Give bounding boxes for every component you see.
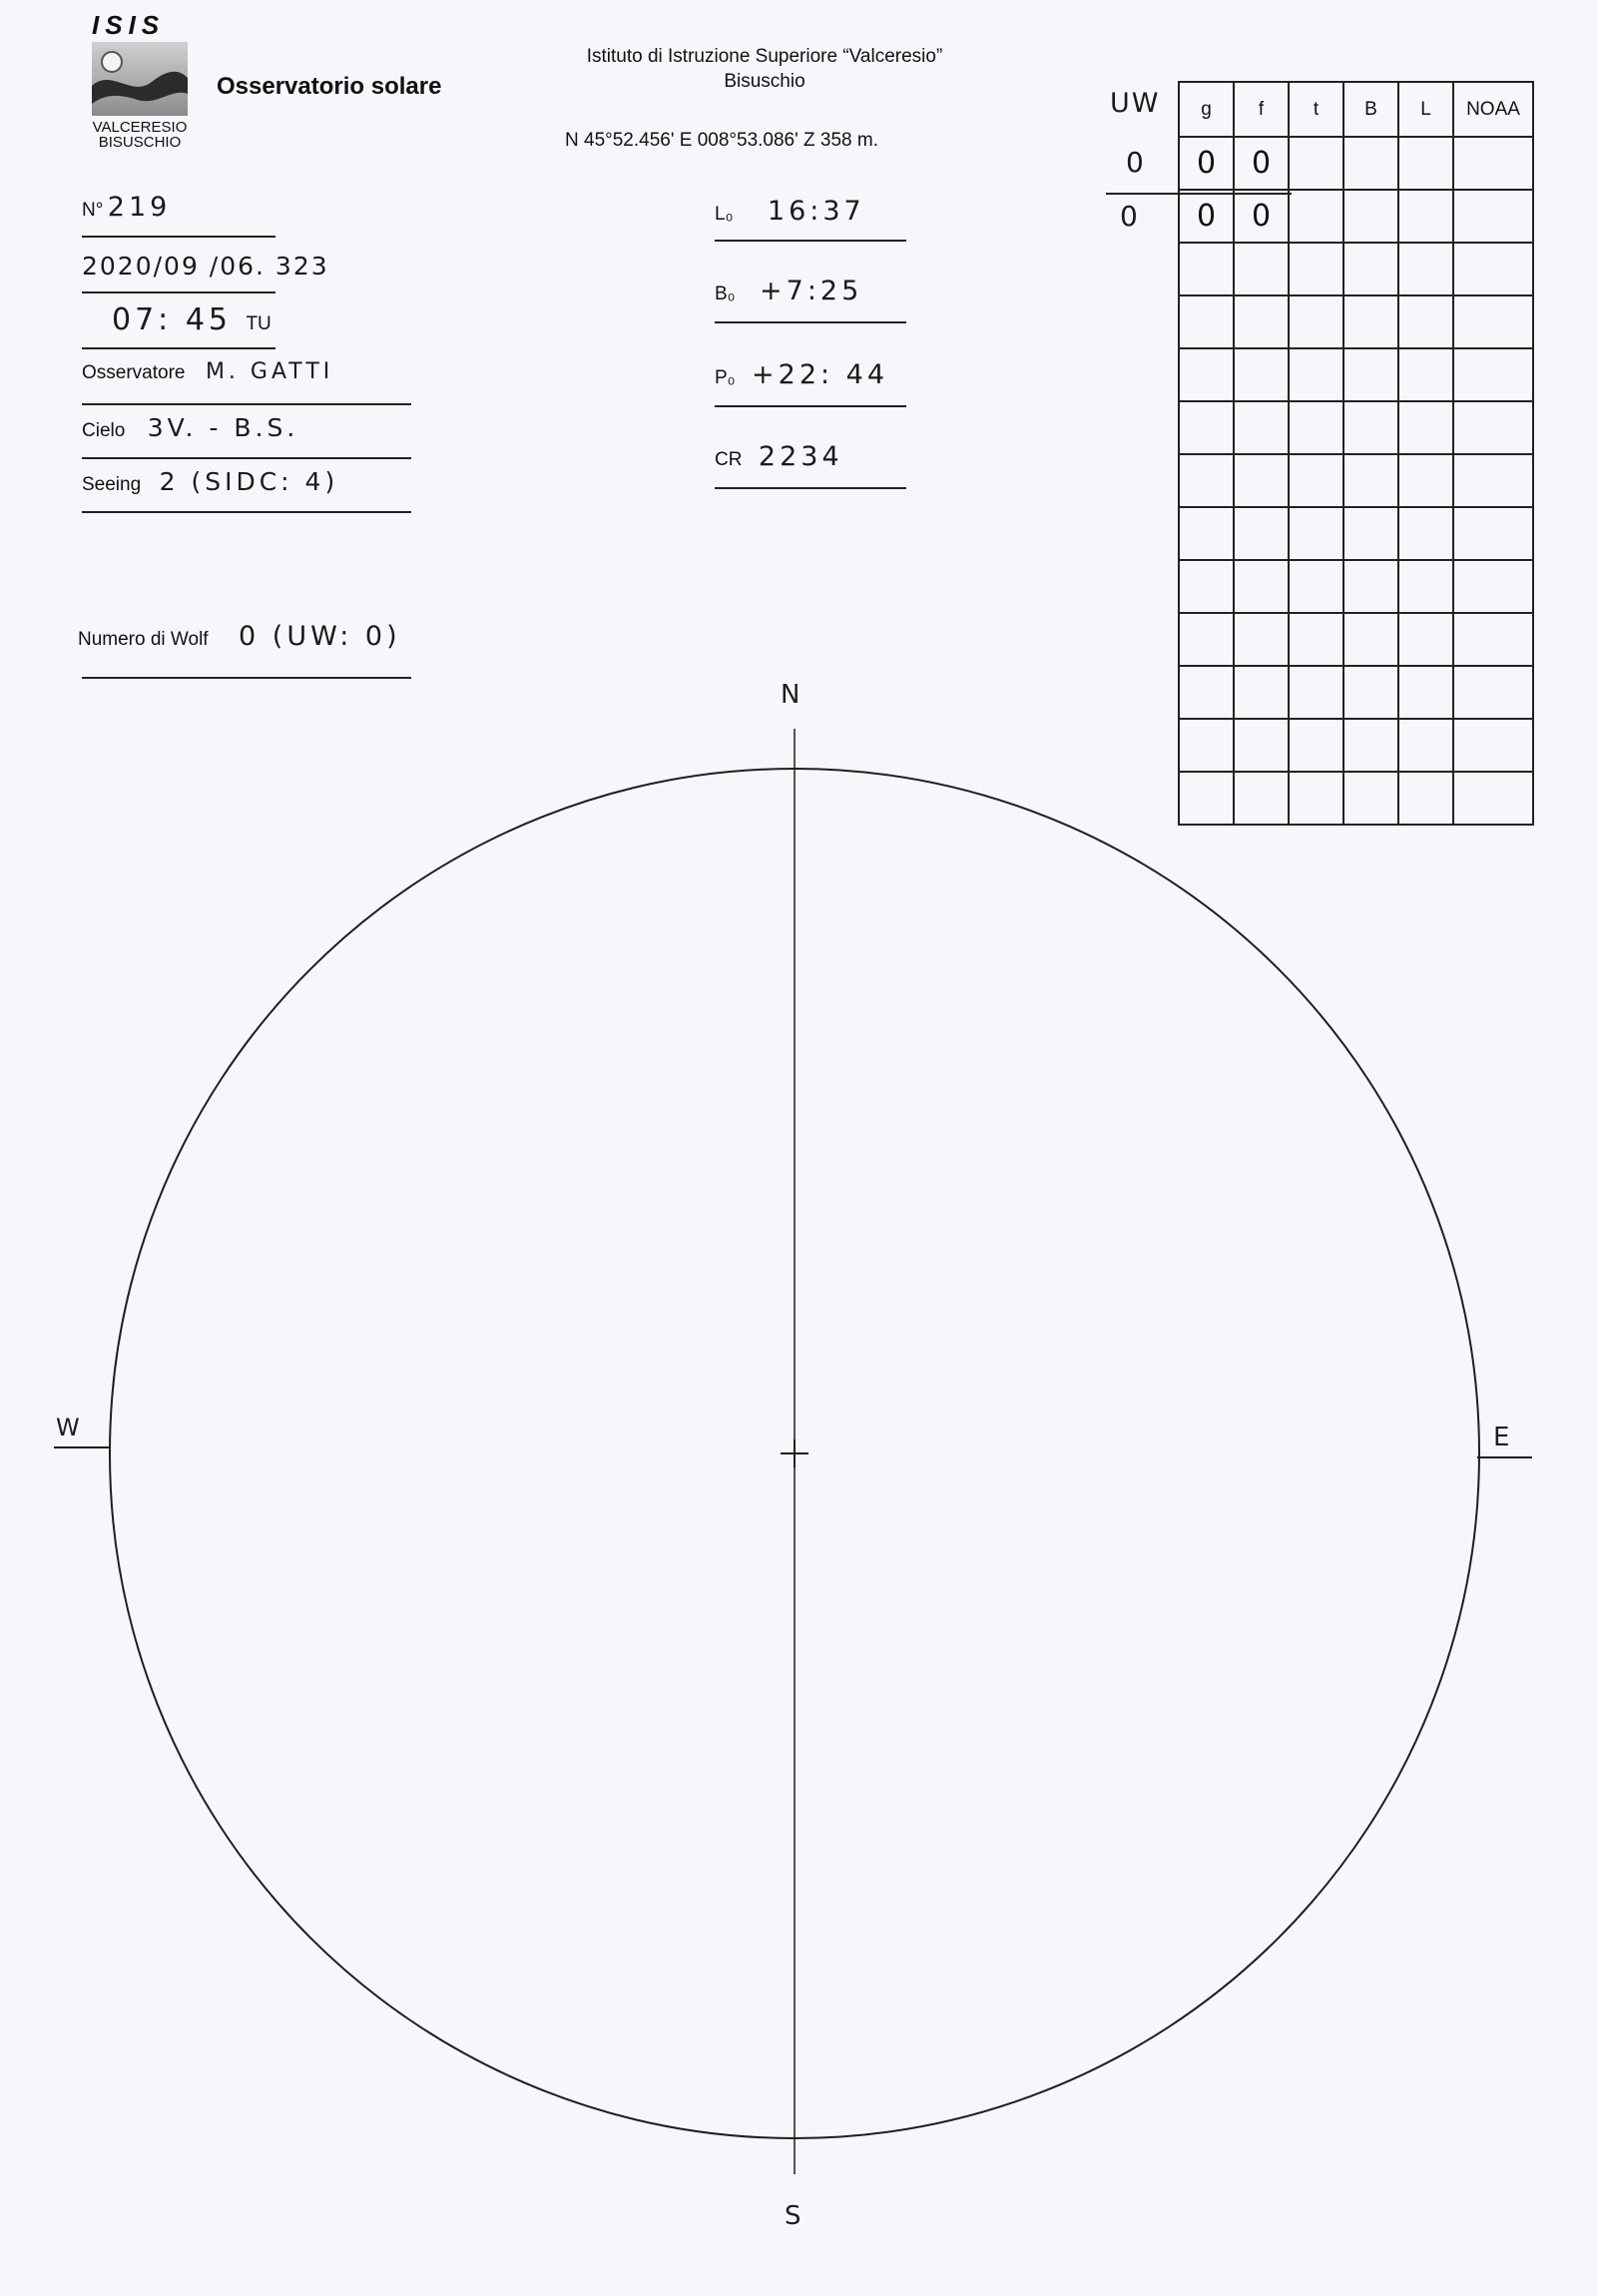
uw-row-1: 0	[1126, 146, 1148, 179]
table-cell: 0	[1179, 190, 1234, 243]
sky-value: 3V. - B.S.	[147, 413, 299, 442]
west-label: W	[56, 1414, 80, 1441]
table-cell: 0	[1234, 137, 1289, 190]
logo-mark: ISIS	[92, 10, 166, 40]
number-label: N°	[82, 200, 104, 221]
seeing-value: 2 (SIDC: 4)	[159, 467, 339, 496]
page-title: Osservatorio solare	[217, 73, 442, 100]
south-label: S	[785, 2201, 801, 2231]
time-value: 07: 45	[112, 302, 232, 337]
wolf-label: Numero di Wolf	[78, 629, 209, 650]
cr-value: 2234	[758, 441, 843, 472]
time-unit: TU	[246, 313, 271, 334]
col-l: L	[1398, 82, 1453, 137]
col-noaa: NOAA	[1453, 82, 1533, 137]
north-label: N	[781, 680, 800, 710]
p0-value: +22: 44	[752, 359, 889, 390]
coordinates: N 45°52.456' E 008°53.086' Z 358 m.	[565, 130, 878, 151]
col-f: f	[1234, 82, 1289, 137]
l0-value: 16:37	[767, 196, 865, 227]
uw-header: UW	[1110, 88, 1161, 119]
l0-label: L₀	[715, 204, 734, 225]
cr-label: CR	[715, 449, 743, 470]
col-g: g	[1179, 82, 1234, 137]
seeing-label: Seeing	[82, 474, 142, 495]
east-label: E	[1493, 1423, 1510, 1452]
p0-label: P₀	[715, 367, 736, 388]
institute-name: Istituto di Istruzione Superiore “Valceresio” Bisuschio	[586, 46, 943, 92]
uw-row-2: 0	[1120, 200, 1142, 233]
table-cell: 0	[1179, 137, 1234, 190]
b0-value: +7:25	[760, 276, 863, 306]
col-t: t	[1289, 82, 1343, 137]
sky-label: Cielo	[82, 420, 126, 441]
observer-value: M. GATTI	[205, 359, 334, 384]
date-value: 2020/09 /06. 323	[82, 252, 329, 281]
col-b: B	[1343, 82, 1398, 137]
table-cell: 0	[1234, 190, 1289, 243]
wolf-value: 0 (UW: 0)	[239, 621, 401, 652]
number-value: 219	[107, 192, 172, 223]
b0-label: B₀	[715, 284, 736, 304]
observer-label: Osservatore	[82, 362, 186, 383]
logo-caption: VALCERESIO BISUSCHIO	[92, 119, 188, 151]
